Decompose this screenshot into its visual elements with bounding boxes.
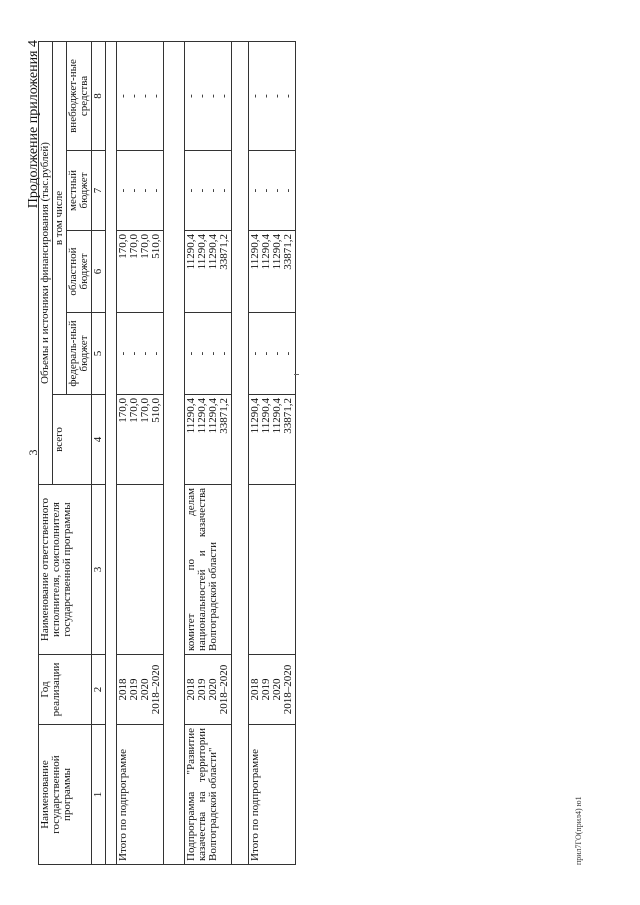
funding-table [38,41,296,865]
regional-cell: 11290,4 11290,4 11290,4 33871,2 [249,234,294,270]
col-number: 8 [92,41,106,150]
footer-code: прил7ГО(прил4) ю1 [574,796,583,865]
header-program: Наименование государственной программы [39,725,92,865]
header-funding: Объемы и источники финансирования (тыс.рублей) [39,41,53,484]
header-including: в том числе [53,41,67,394]
executor-cell [249,485,296,655]
executor-cell: комитет по делам национальностей и казачества Волгоградской области [185,485,232,655]
executor-cell [117,485,164,655]
header-executor: Наименование ответственного исполнителя, соисполнителя государственной программы [39,485,92,655]
page-number: 3 [26,449,40,456]
table-row [117,41,164,864]
col-number: 5 [92,313,106,395]
header-total: всего [53,395,92,485]
total-cell: 11290,4 11290,4 11290,4 33871,2 [185,398,230,434]
regional-cell: 11290,4 11290,4 11290,4 33871,2 [185,234,230,270]
program-name: Итого по подпрограмме [117,725,164,865]
table-row [249,41,296,864]
total-cell: 170,0 170,0 170,0 510,0 [117,398,162,423]
local-cell: - - - - [185,188,230,193]
stray-mark [294,374,299,375]
col-number: 4 [92,395,106,485]
federal-cell: - - - - [185,351,230,356]
col-number: 2 [92,655,106,725]
offbudget-cell: - - - - [117,94,162,98]
table-row [185,41,232,864]
years-cell: 2018 2019 2020 2018–2020 [249,664,294,715]
header-federal: федераль-ный бюджет [67,313,92,395]
header-offbudget: внебюджет-ные средства [67,41,92,150]
program-name: Итого по подпрограмме [249,725,296,865]
program-name: Подпрограмма "Развитие казачества на территории Волгоградской области" [185,725,232,865]
local-cell: - - - - [249,188,294,193]
regional-cell: 170,0 170,0 170,0 510,0 [117,234,162,259]
local-cell: - - - - [117,188,162,193]
column-number-row [92,41,106,864]
offbudget-cell: - - - - [249,94,294,98]
col-number: 1 [92,725,106,865]
federal-cell: - - - - [117,351,162,356]
total-cell: 11290,4 11290,4 11290,4 33871,2 [249,398,294,434]
years-cell: 2018 2019 2020 2018–2020 [117,664,162,715]
federal-cell: - - - - [249,351,294,356]
col-number: 7 [92,151,106,231]
header-regional: областной бюджет [67,231,92,313]
header-year: Год реализации [39,655,92,725]
appendix-heading: Продолжение приложения 4 [26,40,41,209]
col-number: 3 [92,485,106,655]
header-local: местный бюджет [67,151,92,231]
col-number: 6 [92,231,106,313]
years-cell: 2018 2019 2020 2018–2020 [185,664,230,715]
offbudget-cell: - - - - [185,94,230,98]
